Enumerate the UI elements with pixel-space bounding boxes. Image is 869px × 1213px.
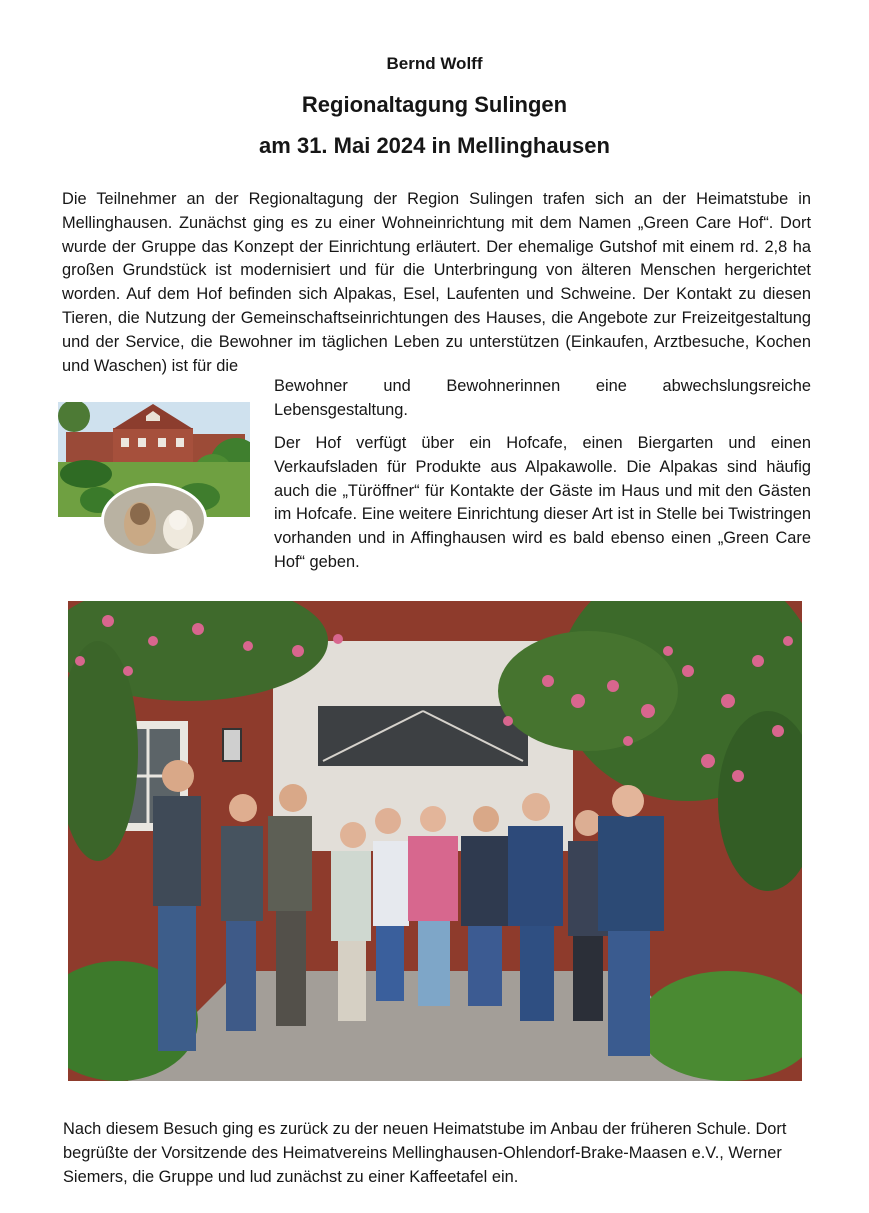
paragraph-intro-continued: Bewohner und Bewohnerinnen eine abwechslungsreiche Lebensgestaltung. xyxy=(274,377,811,419)
author: Bernd Wolff xyxy=(386,54,483,73)
page-title: Regionaltagung Sulingen xyxy=(301,92,568,117)
page-subtitle: am 31. Mai 2024 in Mellinghausen xyxy=(259,133,610,158)
paragraph-hofcafe: Der Hof verfügt über ein Hofcafe, einen Biergarten und einen Verkaufsladen für Produkte aus Alpakawolle. Die Alpakas sind häufig auch die „Türöffner“ für Kontakte der Gäste im Haus und mit den Gästen im Hofcafe. Eine weitere Einrichtung dieser Art ist in Stelle bei Twistringen vorhanden und in Affinghausen wird es bald ebenso einen „Green Care Hof“ geben. xyxy=(274,434,811,571)
paragraph-intro: Die Teilnehmer an der Regionaltagung der Region Sulingen trafen sich an der Heimatstube in Mellinghausen. Zunächst ging es zu einer Wohneinrichtung mit dem Namen „Green Care Hof“. Dort wurde der Gruppe das Konzept der Einrichtung erläutert. Der ehemalige Gutshof mit einem rd. 2,8 ha großen Grundstück ist modernisiert und für die Unterbringung von älteren Menschen hergerichtet worden. Auf dem Hof befinden sich Alpakas, Esel, Laufenten und Schweine. Der Kontakt zu diesen Tieren, die Nutzung der Gemeinschaftseinrichtungen des Hauses, die Angebote zur Freizeitgestaltung und der Service, die Bewohner im täglichen Leben zu unterstützen (Einkaufen, Arztbesuche, Kochen und Waschen) ist für die xyxy=(62,190,811,375)
group-photo xyxy=(68,601,802,1081)
paragraph-heimatstube: Nach diesem Besuch ging es zurück zu der neuen Heimatstube im Anbau der früheren Schule. Dort begrüßte der Vorsitzende des Heimatvereins Mellinghausen-Ohlendorf-Brake-Maasen e.V., Werner Siemers, die Gruppe und lud zunächst zu einer Kaffeetafel ein. xyxy=(63,1120,787,1186)
farmhouse-alpaca-photo xyxy=(58,402,250,560)
